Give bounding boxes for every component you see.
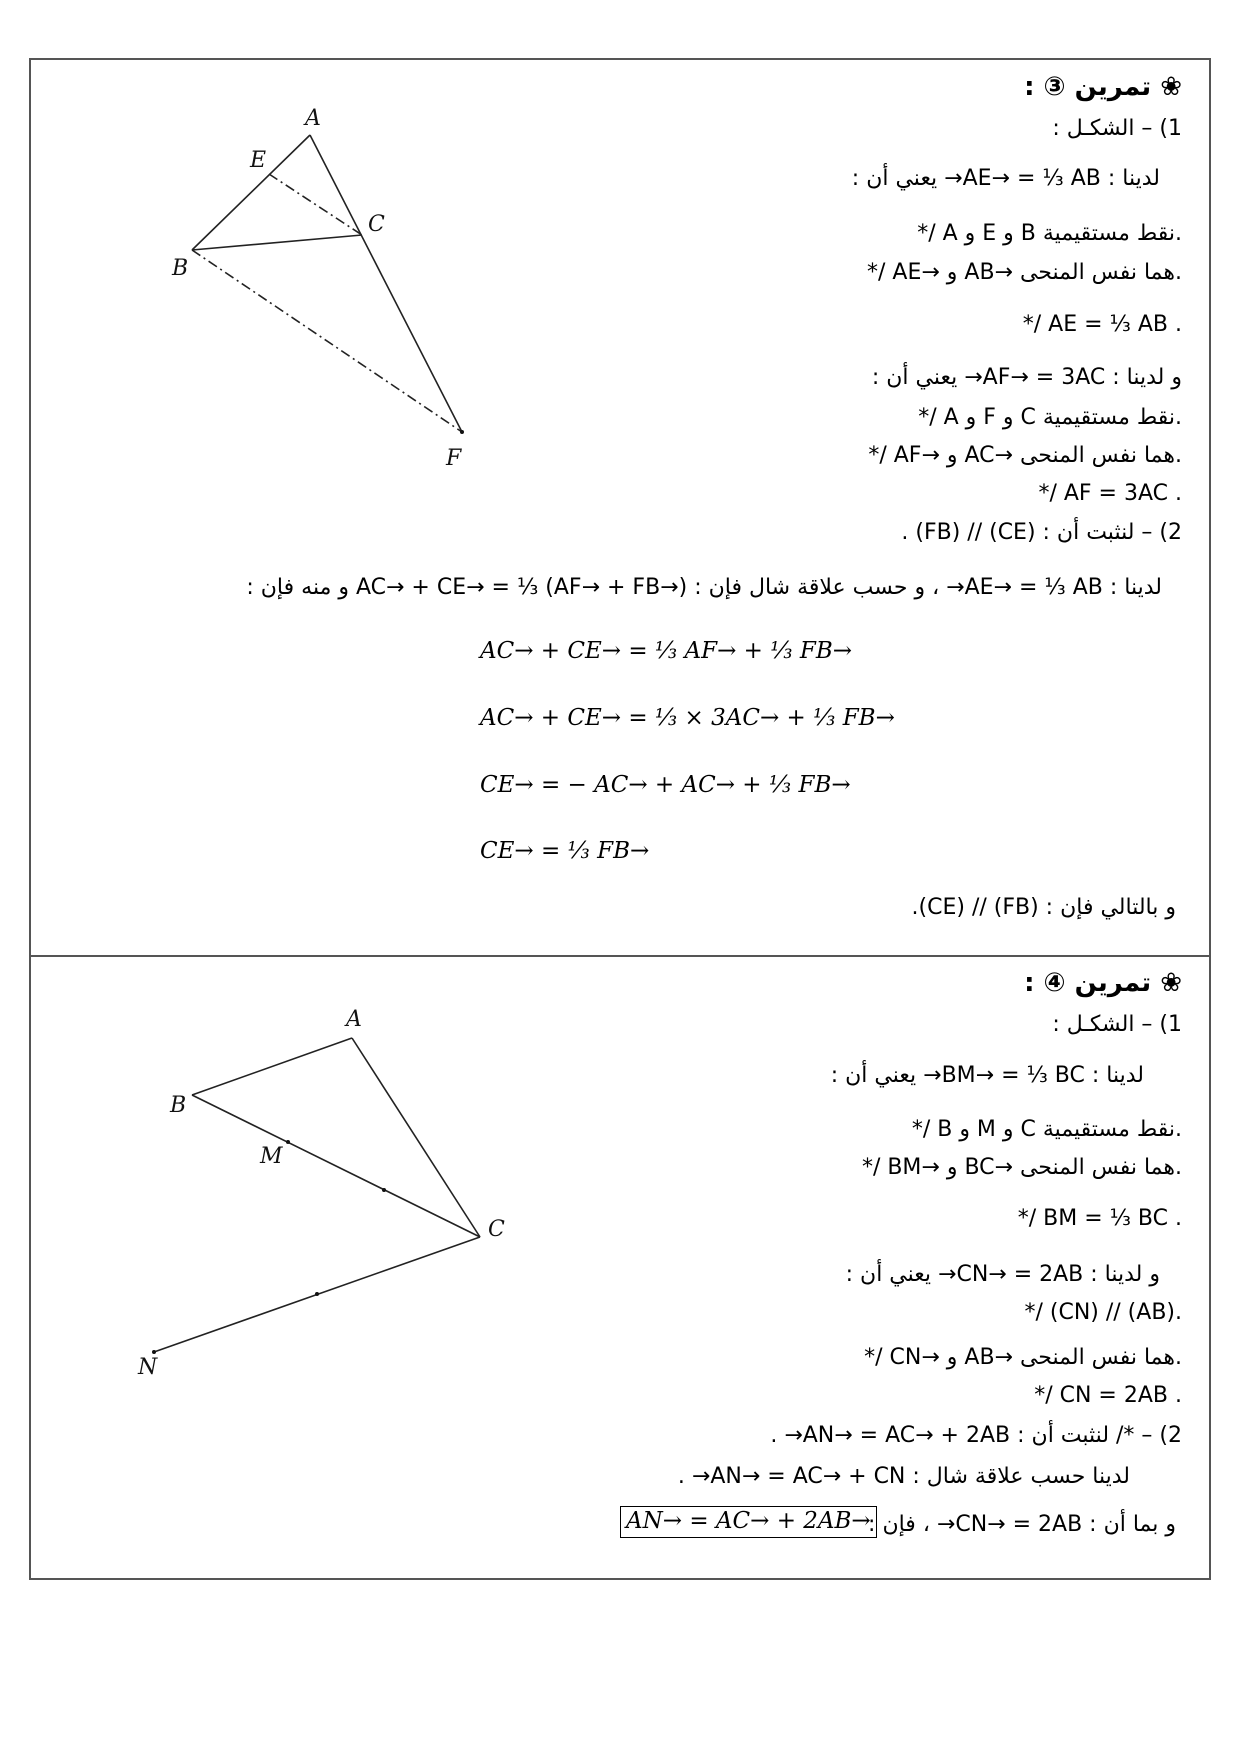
segment-ec xyxy=(269,174,362,235)
ex4-boxed-result: AN→ = AC→ + 2AB→ xyxy=(620,1506,877,1538)
ex3-ae-ab-direction: */ AE→ و AB→ هما نفس المنحى. xyxy=(866,260,1182,285)
ex3-conclusion: و بالتالي فإن : (FB) // (CE). xyxy=(911,895,1176,920)
point-mid-cn xyxy=(315,1292,319,1296)
ex3-title: ❀ تمرين ③ : xyxy=(1024,72,1182,102)
segment-ac xyxy=(352,1038,480,1237)
point-m xyxy=(286,1140,290,1144)
ex3-part1-heading: 1) – الشكـل : xyxy=(1052,116,1182,141)
section-divider xyxy=(31,955,1209,957)
point-mid-bc xyxy=(382,1188,386,1192)
ex3-af-ac-direction: */ AF→ و AC→ هما نفس المنحى. xyxy=(868,443,1182,468)
segment-bc xyxy=(192,235,362,250)
ex4-bmc-collinear: */ B و M و C نقط مستقيمية. xyxy=(911,1117,1182,1142)
label-c: C xyxy=(488,1217,505,1242)
label-a: A xyxy=(305,106,321,131)
segment-af xyxy=(310,135,462,432)
ex3-af-length: */ AF = 3AC . xyxy=(1038,481,1182,506)
label-b: B xyxy=(172,256,189,281)
ex4-bm-bc-direction: */ BM→ و BC→ هما نفس المنحى. xyxy=(861,1155,1182,1180)
segment-bf xyxy=(192,250,462,432)
ex4-cn-length: */ CN = 2AB . xyxy=(1034,1383,1182,1408)
point-f xyxy=(460,430,464,434)
ex3-figure xyxy=(150,95,480,475)
label-e: E xyxy=(250,148,267,173)
segment-ab xyxy=(192,1038,352,1095)
label-f: F xyxy=(446,446,462,471)
ex3-ae-definition: لدينا : AE→ = ⅓ AB→ يعني أن : xyxy=(851,166,1160,191)
ex3-equation-3: CE→ = − AC→ + AC→ + ⅓ FB→ xyxy=(480,772,851,798)
ex3-aeb-collinear: */ A و E و B نقط مستقيمية. xyxy=(917,221,1182,246)
label-c: C xyxy=(368,212,385,237)
ex4-part1-heading: 1) – الشكـل : xyxy=(1052,1012,1182,1037)
ex4-bm-definition: لدينا : BM→ = ⅓ BC→ يعني أن : xyxy=(830,1063,1144,1088)
label-a: A xyxy=(346,1007,362,1032)
ex3-afc-collinear: */ A و F و C نقط مستقيمية. xyxy=(918,405,1182,430)
ex3-part2-heading: 2) – لنثبت أن : (CE) // (FB) . xyxy=(901,520,1182,545)
ex4-cn-ab-direction: */ CN→ و AB→ هما نفس المنحى. xyxy=(864,1345,1182,1370)
ex4-title: ❀ تمرين ④ : xyxy=(1024,968,1182,998)
segment-bc xyxy=(192,1095,480,1237)
label-m: M xyxy=(260,1144,283,1169)
ex4-chasles-line: لدينا حسب علاقة شال : AN→ = AC→ + CN→ . xyxy=(677,1464,1130,1489)
ex4-figure xyxy=(130,1000,520,1380)
ex3-ae-length: */ AE = ⅓ AB . xyxy=(1022,312,1182,337)
ex3-chasles-line: لدينا : AE→ = ⅓ AB→ ، و حسب علاقة شال فإن : AC→ + CE→ = ⅓ (AF→ + FB→) و منه فإن : xyxy=(246,575,1162,600)
label-b: B xyxy=(170,1093,187,1118)
ex3-af-definition: و لدينا : AF→ = 3AC→ يعني أن : xyxy=(871,365,1182,390)
ex3-equation-1: AC→ + CE→ = ⅓ AF→ + ⅓ FB→ xyxy=(480,638,852,664)
ex3-equation-4: CE→ = ⅓ FB→ xyxy=(480,838,650,864)
point-n xyxy=(152,1350,156,1354)
ex4-bm-length: */ BM = ⅓ BC . xyxy=(1017,1206,1182,1231)
label-n: N xyxy=(138,1355,158,1380)
ex4-cn-definition: و لدينا : CN→ = 2AB→ يعني أن : xyxy=(845,1262,1160,1287)
ex4-ab-cn-parallel: */ (CN) // (AB). xyxy=(1024,1300,1182,1325)
ex4-since-line: و بما أن : CN→ = 2AB→ ، فإن : xyxy=(868,1512,1176,1537)
ex4-part2-heading: 2) – */ لنثبت أن : AN→ = AC→ + 2AB→ . xyxy=(770,1423,1182,1448)
ex3-equation-2: AC→ + CE→ = ⅓ × 3AC→ + ⅓ FB→ xyxy=(480,705,895,731)
